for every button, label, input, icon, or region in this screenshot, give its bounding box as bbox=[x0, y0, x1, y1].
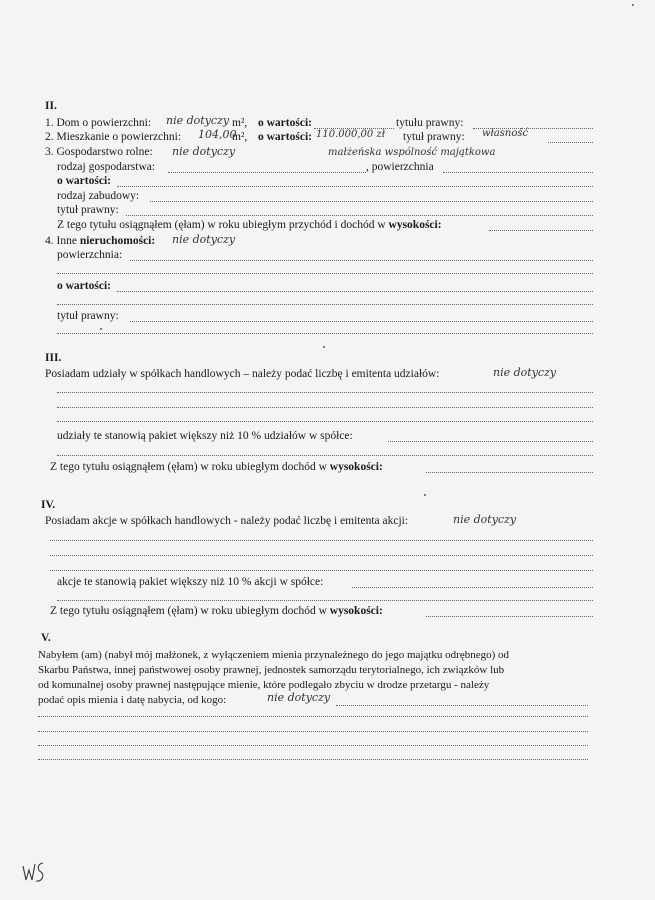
dotted-line bbox=[57, 407, 593, 408]
dotted-line bbox=[38, 759, 588, 760]
farm-income-label: Z tego tytułu osiągnąłem (ęłam) w roku ubiegłym przychód i dochód w wysokości: bbox=[57, 219, 442, 231]
acquisition-value: nie dotyczy bbox=[267, 691, 331, 704]
dotted-line bbox=[150, 201, 593, 202]
shares-10pct-label: udziały te stanowią pakiet większy niż 10 % udziałów w spółce: bbox=[57, 430, 353, 442]
house-area-value: nie dotyczy bbox=[166, 114, 230, 127]
stocks-income-label: Z tego tytułu osiągnąłem (ęłam) w roku ubiegłym dochód w wysokości: bbox=[50, 605, 383, 617]
scan-speck bbox=[424, 494, 426, 496]
dotted-line bbox=[117, 291, 593, 292]
dotted-line bbox=[57, 333, 593, 334]
farm-value-label: o wartości: bbox=[57, 175, 111, 187]
scan-speck bbox=[100, 328, 102, 330]
flat-value-label: o wartości: bbox=[258, 131, 312, 143]
house-title-label: tytułu prawny: bbox=[396, 117, 464, 129]
shares-label: Posiadam udziały w spółkach handlowych – należy podać liczbę i emitenta udziałów: bbox=[45, 368, 440, 380]
dotted-line bbox=[38, 731, 588, 732]
dotted-line bbox=[168, 172, 366, 173]
dotted-line bbox=[489, 230, 593, 231]
shares-value: nie dotyczy bbox=[493, 366, 557, 379]
dotted-line bbox=[336, 705, 588, 706]
farm-buildings-label: rodzaj zabudowy: bbox=[57, 190, 140, 202]
dotted-line bbox=[426, 472, 593, 473]
dotted-line bbox=[126, 215, 593, 216]
flat-area-value: 104,00 bbox=[198, 128, 237, 141]
flat-title-label: tytuł prawny: bbox=[403, 131, 465, 143]
dotted-line bbox=[50, 555, 593, 556]
farm-marital-note: małżeńska wspólność majątkowa bbox=[328, 147, 496, 158]
dotted-line bbox=[426, 616, 593, 617]
stocks-label: Posiadam akcje w spółkach handlowych - należy podać liczbę i emitenta akcji: bbox=[45, 515, 409, 527]
farm-type-label: rodzaj gospodarstwa: bbox=[57, 161, 156, 173]
flat-value-value: 110.000,00 zł bbox=[316, 129, 385, 140]
dotted-line bbox=[50, 540, 593, 541]
farm-value: nie dotyczy bbox=[172, 145, 236, 158]
dotted-line bbox=[38, 745, 588, 746]
other-property-value: nie dotyczy bbox=[172, 233, 236, 246]
acquisition-text-line3: od komunalnej osoby prawnej następujące mienie, które podlegało zbyciu w drodze przetargu - należy bbox=[38, 679, 490, 691]
section-heading-iii: III. bbox=[45, 352, 62, 364]
initials-graphic bbox=[20, 858, 46, 888]
dotted-line bbox=[130, 321, 593, 322]
house-area-label: 1. Dom o powierzchni: bbox=[45, 117, 152, 129]
farm-title-label: tytuł prawny: bbox=[57, 204, 119, 216]
stocks-value: nie dotyczy bbox=[453, 513, 517, 526]
stocks-10pct-label: akcje te stanowią pakiet większy niż 10 % akcji w spółce: bbox=[57, 576, 324, 588]
other-title-label: tytuł prawny: bbox=[57, 310, 119, 322]
other-property-label: 4. Inne nieruchomości: bbox=[45, 235, 156, 247]
dotted-line bbox=[57, 600, 593, 601]
acquisition-text-line4: podać opis mienia i datę nabycia, od kogo: bbox=[38, 694, 227, 706]
acquisition-text-line2: Skarbu Państwa, innej państwowej osoby prawnej, jednostek samorządu terytorialnego, ich związków lub bbox=[38, 664, 505, 676]
dotted-line bbox=[352, 587, 593, 588]
dotted-line bbox=[50, 570, 593, 571]
dotted-line bbox=[57, 455, 593, 456]
flat-area-unit: m², bbox=[232, 131, 248, 143]
other-area-label: powierzchnia: bbox=[57, 249, 123, 261]
acquisition-text-line1: Nabyłem (am) (nabył mój małżonek, z wyłączeniem mienia przynależnego do jego majątku odrębnego) od bbox=[38, 649, 509, 661]
signature-initials bbox=[20, 858, 46, 893]
farm-area-label: , powierzchnia bbox=[366, 161, 434, 173]
section-heading-ii: II. bbox=[45, 100, 57, 112]
dotted-line bbox=[117, 186, 593, 187]
shares-income-label: Z tego tytułu osiągnąłem (ęłam) w roku ubiegłym dochód w wysokości: bbox=[50, 461, 383, 473]
dotted-line bbox=[57, 273, 593, 274]
dotted-line bbox=[548, 142, 593, 143]
flat-title-value: własność bbox=[482, 128, 529, 139]
dotted-line bbox=[57, 421, 593, 422]
scan-speck bbox=[632, 4, 634, 6]
dotted-line bbox=[57, 304, 593, 305]
house-area-unit: m², bbox=[232, 117, 248, 129]
farm-label: 3. Gospodarstwo rolne: bbox=[45, 146, 153, 158]
house-value-label: o wartości: bbox=[258, 117, 312, 129]
section-heading-v: V. bbox=[41, 632, 51, 644]
dotted-line bbox=[443, 172, 593, 173]
flat-area-label: 2. Mieszkanie o powierzchni: bbox=[45, 131, 182, 143]
scan-speck bbox=[323, 346, 325, 348]
dotted-line bbox=[388, 441, 593, 442]
dotted-line bbox=[57, 392, 593, 393]
dotted-line bbox=[130, 260, 593, 261]
other-value-label: o wartości: bbox=[57, 280, 111, 292]
section-heading-iv: IV. bbox=[41, 499, 56, 511]
dotted-line bbox=[38, 716, 588, 717]
